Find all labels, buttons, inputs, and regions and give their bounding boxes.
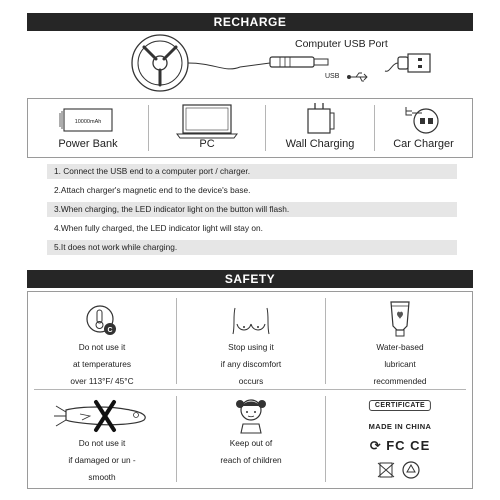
child-icon [234, 396, 268, 434]
made-in-china: MADE IN CHINA [368, 422, 432, 431]
usb-label: USB [325, 73, 340, 80]
certificate-badge: CERTIFICATE [369, 400, 431, 411]
safety-text: over 113°F/ 45°C [70, 376, 134, 386]
charger-label: Wall Charging [285, 138, 355, 150]
svg-text:C: C [107, 327, 113, 334]
charger-pc [149, 99, 265, 157]
laptop-icon [175, 103, 239, 139]
safety-text: Do not use it [78, 342, 126, 352]
safety-grid [27, 291, 473, 489]
recharge-header: RECHARGE [27, 13, 473, 31]
safety-text: occurs [238, 376, 264, 386]
safety-text: if damaged or un - [68, 455, 136, 465]
charger-car [375, 99, 472, 157]
safety-text: Water-based [376, 342, 424, 352]
recharge-steps [47, 164, 457, 259]
safety-text: smooth [88, 472, 116, 482]
safety-text: reach of children [220, 455, 282, 465]
safety-text: Keep out of [229, 438, 273, 448]
damaged-device-icon [52, 398, 152, 434]
wall-adapter-icon [302, 103, 338, 137]
device-cable-illustration [120, 33, 450, 95]
charger-label: Car Charger [393, 138, 454, 150]
safety-damaged [28, 390, 176, 488]
safety-text: Stop using it [228, 342, 274, 352]
step-1: 1. Connect the USB end to a computer port / charger. [47, 164, 457, 179]
safety-lubricant [326, 292, 474, 390]
recycle-weee-icon [375, 460, 425, 480]
charger-label: PC [199, 138, 215, 150]
thermometer-icon [85, 304, 119, 338]
safety-text: lubricant [384, 359, 416, 369]
safety-text: at temperatures [72, 359, 132, 369]
power-bank-icon [58, 103, 118, 135]
safety-discomfort [177, 292, 325, 390]
safety-header: SAFETY [27, 270, 473, 288]
safety-text: Do not use it [78, 438, 126, 448]
car-charger-icon [402, 103, 446, 137]
step-2: 2.Attach charger's magnetic end to the device's base. [54, 185, 251, 195]
step-5: 5.It does not work while charging. [47, 240, 457, 255]
step-3: 3.When charging, the LED indicator light on the button will flash. [47, 202, 457, 217]
safety-text: recommended [373, 376, 427, 386]
charger-options [27, 98, 473, 158]
charger-power-bank [28, 99, 148, 157]
usb-port-label: Computer USB Port [295, 38, 388, 50]
lubricant-tube-icon [389, 300, 411, 338]
charging-diagram [120, 33, 450, 95]
body-icon [229, 306, 273, 336]
charger-wall [266, 99, 374, 157]
charger-label: Power Bank [58, 138, 118, 150]
safety-children [177, 390, 325, 488]
safety-text: if any discomfort [220, 359, 282, 369]
safety-temperature [28, 292, 176, 390]
step-4: 4.When fully charged, the LED indicator light will stay on. [54, 223, 263, 233]
certificate-cell [326, 390, 474, 488]
certification-marks: ⟳ FC CE [369, 438, 431, 453]
power-bank-capacity: 10000mAh [74, 119, 102, 125]
